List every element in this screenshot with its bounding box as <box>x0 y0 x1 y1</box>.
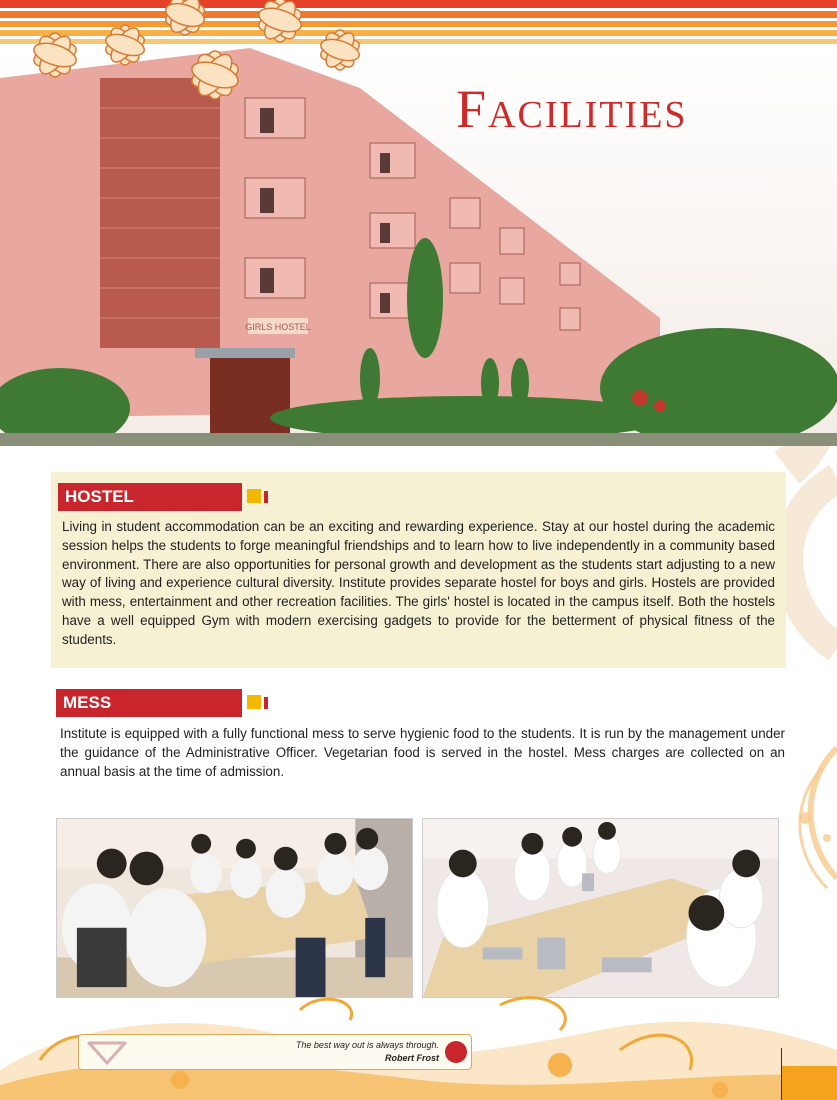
hostel-heading: HOSTEL <box>65 487 134 506</box>
decorative-flowers <box>0 0 380 120</box>
mess-photo-boys <box>56 818 413 998</box>
quote-author: Robert Frost <box>385 1053 439 1063</box>
red-seal-icon <box>445 1041 467 1063</box>
page-corner-tab <box>782 1066 837 1100</box>
page-title: Facilities <box>456 79 688 139</box>
mess-photo-girls <box>422 818 779 998</box>
mess-description: Institute is equipped with a fully functional mess to serve hygienic food to the students. It is run by the management under the guidance of the Administrative Officer. Vegetarian food is served in the hostel. Mess charges are collected on an annual basis at the time of admission. <box>60 726 785 779</box>
hostel-section-header <box>58 483 270 511</box>
quote-box <box>78 1034 472 1070</box>
mess-heading: MESS <box>63 693 112 712</box>
hostel-sign-text: GIRLS HOSTEL <box>245 322 311 332</box>
quote-text: The best way out is always through. <box>295 1040 439 1050</box>
hostel-description: Living in student accommodation can be an exciting and rewarding experience. Stay at our hostel during the academic session helps the students to forge meaningful friendships and to learn how to live independently in a community based environment. There are also opportunities for personal growth and development as the students start adjusting to a new way of living and experience cultural diversity. Institute provides separate hostel for boys and girls. Hostels are provided with mess, entertainment and other recreation facilities. The girls' hostel is located in the campus itself. Both the hostels have a well equipped Gym with modern exercising gadgets to provide for the betterment of physical fitness of the students. <box>62 519 775 647</box>
heart-outline-icon <box>85 1039 129 1067</box>
mess-section-header <box>56 689 268 717</box>
